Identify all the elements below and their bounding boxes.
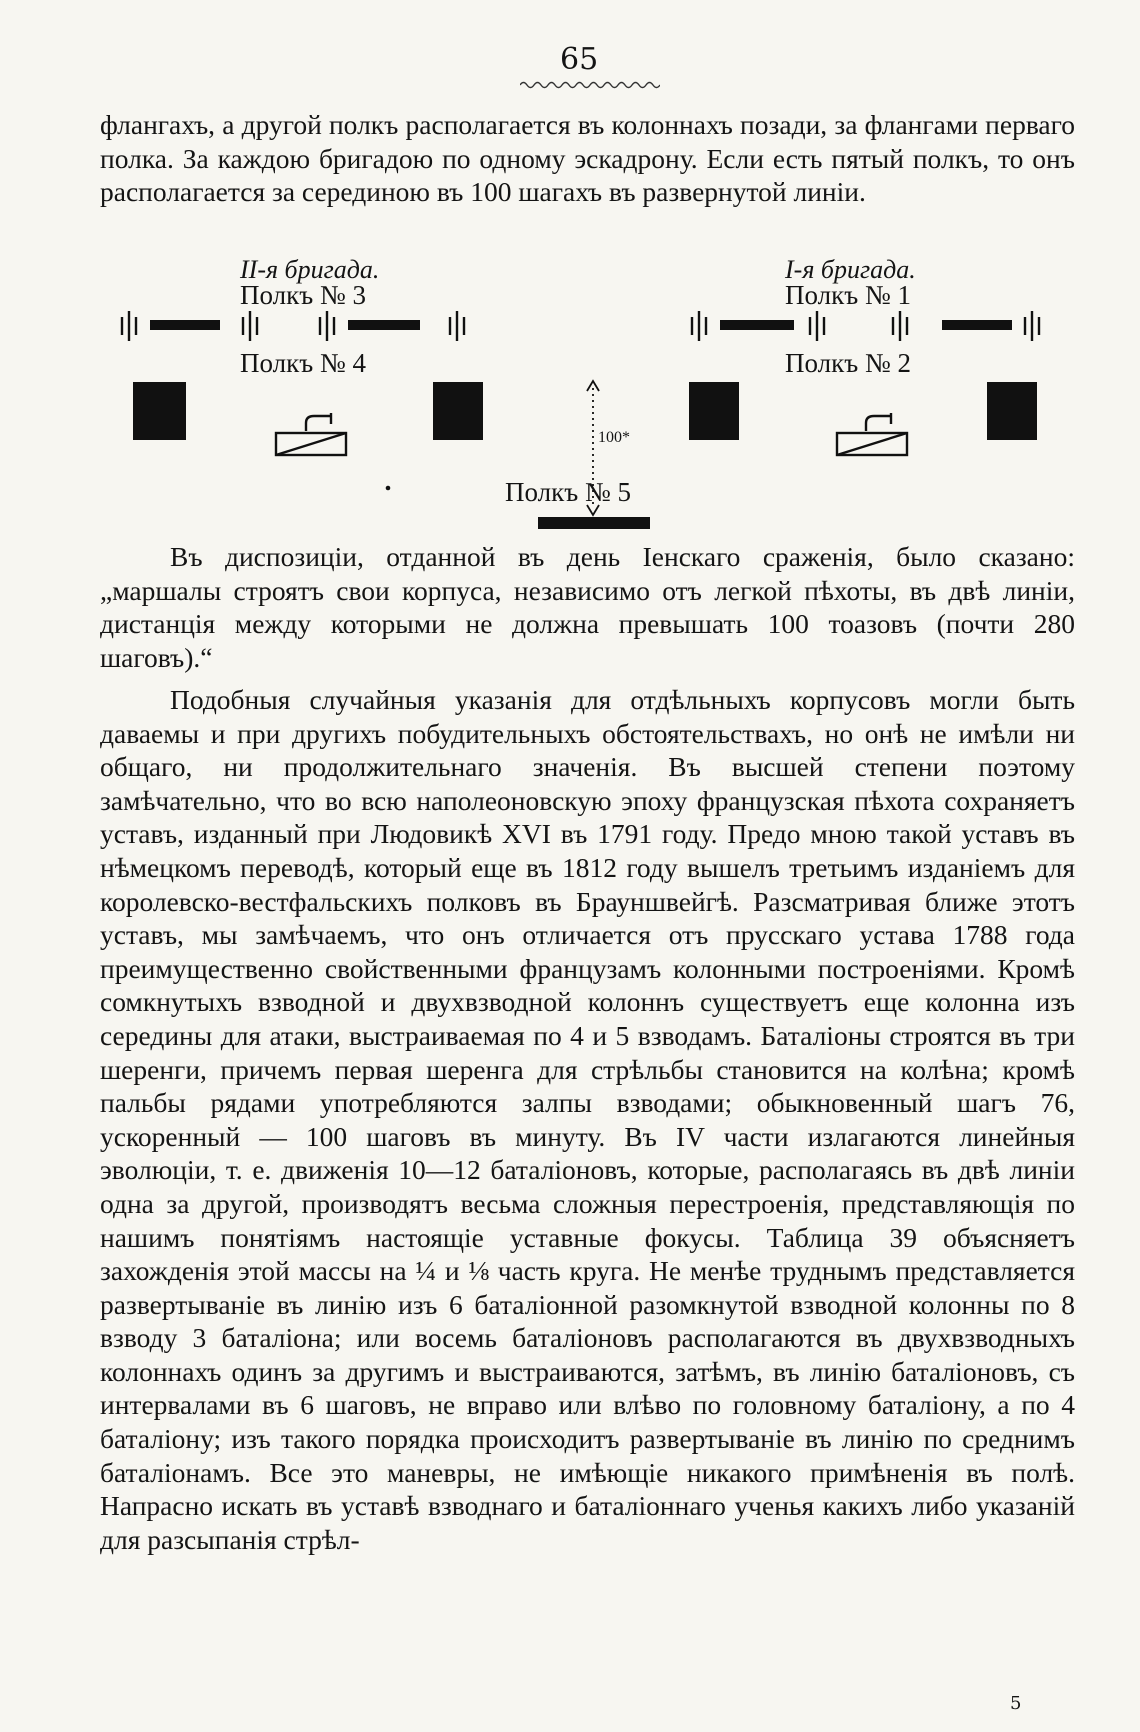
regiment-formation-diagram — [0, 255, 1140, 545]
column-blocks — [133, 382, 1037, 440]
regiment-1-line — [692, 311, 1039, 341]
printer-signature: 5 — [1010, 1693, 1022, 1714]
regiment-5-line — [538, 517, 650, 529]
regiment-3-label: Полкъ № 3 — [240, 280, 366, 310]
wavy-rule — [520, 80, 660, 90]
regiment-3-line — [122, 311, 464, 341]
squadron-symbols — [276, 413, 907, 455]
regiment-2-label: Полкъ № 2 — [785, 348, 911, 378]
regiment-5-label: Полкъ № 5 — [505, 477, 631, 507]
paragraph-1: флангахъ, а другой полкъ располагается въ колоннахъ позади, за флангами перваго полка. За каждою бригадою по одному эскадрону. Если есть пятый полкъ, то онъ располагается за серединою въ 100 шагахъ въ развернутой линіи. — [100, 109, 1075, 208]
distance-label: 100* — [598, 429, 630, 446]
brigade-2-label: II-я бригада. — [240, 255, 380, 284]
paragraph-3: Подобныя случайныя указанія для отдѣльныхъ корпусовъ могли быть даваемы и при другихъ побудительныхъ обстоятельствахъ, но онѣ не имѣли ни общаго, ни продолжительнаго значенія. Въ высшей степени поэтому замѣчательно, что во всю наполеоновскую эпоху французская пѣхота сохраняетъ уставъ, изданный при Людовикѣ XVI въ 1791 году. Предо мною такой уставъ въ нѣмецкомъ переводѣ, который еще въ 1812 году вышелъ третьимъ изданіемъ для королевско-вестфальскихъ полковъ въ Брауншвейгѣ. Разсматривая ближе этотъ уставъ, мы замѣчаемъ, что онъ отличается отъ прусскаго устава 1788 года преимущественно свойственными французамъ колонными построеніями. Кромѣ сомкнутыхъ взводной и двухвзводной колоннъ существуетъ еще колонна изъ середины для атаки, выстраиваемая по 4 и 5 взводамъ. Баталіоны строятся въ три шеренги, причемъ первая шеренга для стрѣльбы становится на колѣна; кромѣ пальбы рядами употребляются залпы взводами; обыкновенный шагъ 76, ускоренный — 100 шаговъ въ минуту. Въ IV части излагаются линейныя эволюціи, т. е. движенія 10—12 баталіоновъ, которые, располагаясь въ двѣ линіи одна за другой, производятъ весьма сложныя перестроенія, представляющія по нашимъ понятіямъ настоящіе уставные фокусы. Таблица 39 объясняетъ захожденія этой массы на ¼ и ⅛ часть круга. Не менѣе труднымъ представляется развертываніе въ линію изъ 6 баталіонной разомкнутой взводной колонны по 8 взводу 3 баталіона; или восемь баталіоновъ располагаются въ двухвзводныхъ колоннахъ одинъ за другимъ и выстраиваются, затѣмъ, въ линію баталіоновъ, съ интервалами въ 6 шаговъ, не вправо или влѣво по головному баталіону, а по 4 баталіону; изъ такого порядка происходитъ развертываніе въ линію по среднимъ баталіонамъ. Все это маневры, не имѣющіе никакого примѣненія въ полѣ. Напрасно искать въ уставѣ взводнаго и баталіоннаго ученья какихъ либо указаній для разсыпанія стрѣл- — [100, 684, 1075, 1555]
regiment-4-label: Полкъ № 4 — [240, 348, 366, 378]
brigade-1-label: I-я бригада. — [785, 255, 916, 284]
paragraph-2: Въ диспозиціи, отданной въ день Іенскаго сраженія, было сказано: „маршалы строятъ свои корпуса, независимо отъ легкой пѣхоты, въ двѣ линіи, дистанція между которыми не должна превышать 100 тоазовъ (почти 280 шаговъ).“ — [100, 541, 1075, 673]
page-number: 65 — [560, 42, 599, 77]
regiment-1-label: Полкъ № 1 — [785, 280, 911, 310]
